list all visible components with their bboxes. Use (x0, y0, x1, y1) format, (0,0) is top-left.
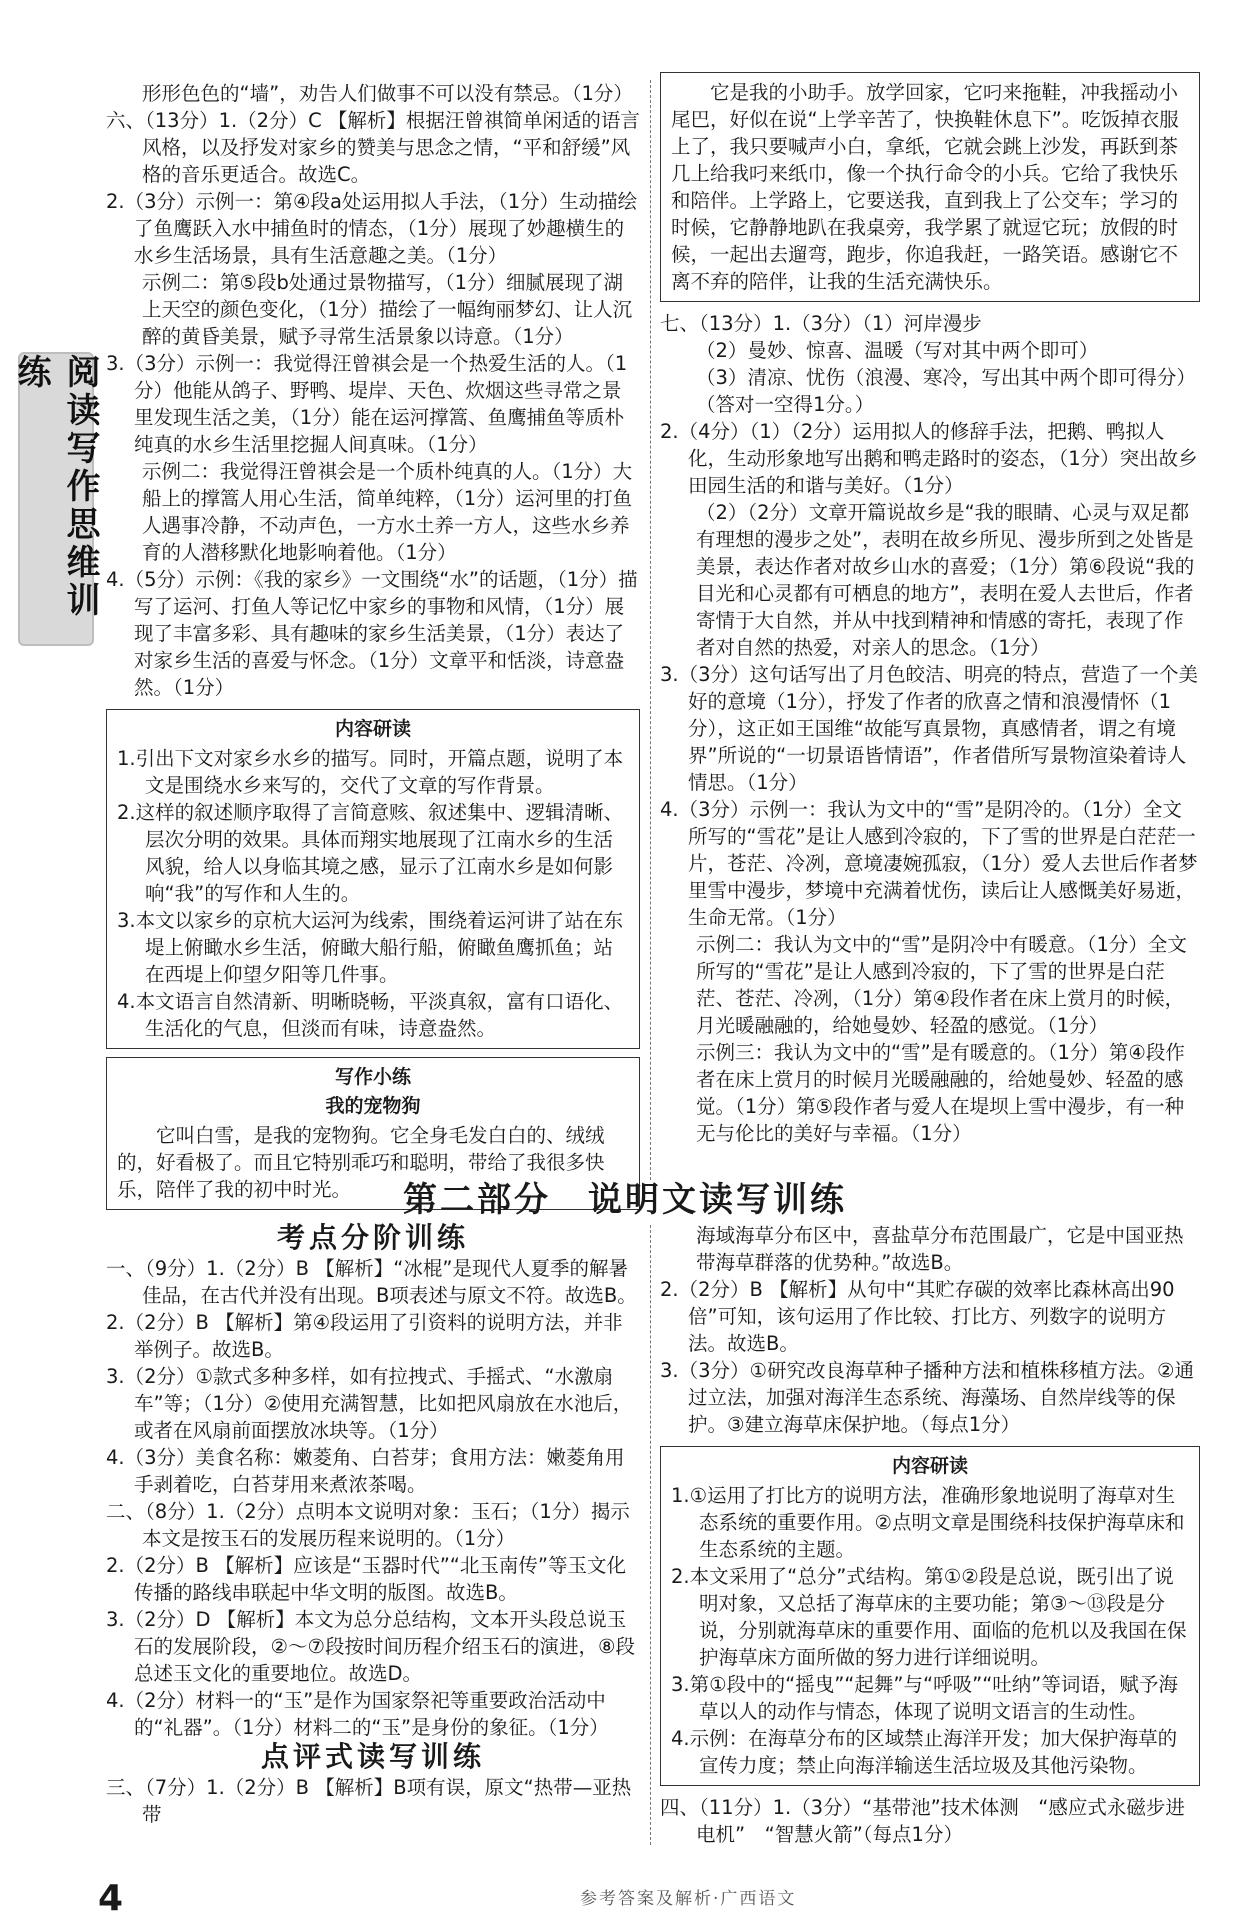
box-item: 3.第①段中的“摇曳”“起舞”与“呼吸”“吐纳”等词语，赋予海草以人的动作与情态，体现了说明文语言的生动性。 (671, 1673, 1178, 1723)
answer-one-3: 3.（2分）①款式多种多样，如有拉拽式、手摇式、“水激扇车”等；（1分）②使用充满智慧，比如把风扇放在水池后，或者在风扇前面摆放冰块等。（1分） (106, 1365, 633, 1442)
answer-six-3b: 示例二：我觉得汪曾祺会是一个质朴纯真的人。（1分）大船上的撑篙人用心生活，简单纯粹，（1分）运河里的打鱼人遇事冷静，不动声色，一方水土养一方人，这些水乡养育的人潜移默化地影响着他。（1分） (142, 460, 633, 564)
answer-two-1: 二、（8分）1.（2分）点明本文说明对象：玉石；（1分）揭示本文是按玉石的发展历程来说明的。（1分） (106, 1500, 630, 1550)
page-footer: 参考答案及解析·广西语文 (580, 1889, 797, 1909)
box-item: 1.①运用了打比方的说明方法，准确形象地说明了海草对生态系统的重要作用。②点明文章是围绕科技保护海草床和生态系统的主题。 (671, 1484, 1185, 1561)
essay-text: 它叫白雪，是我的宠物狗。它全身毛发白白的、绒绒的，好看极了。而且它特别乖巧和聪明，带给了我很多快乐，陪伴了我的初中时光。 (117, 1124, 605, 1201)
content-study-box (106, 709, 640, 1049)
answer-line: 形形色色的“墙”，劝告人们做事不可以没有禁忌。（1分） (142, 82, 633, 105)
answer-six-4: 4.（5分）示例：《我的家乡》一文围绕“水”的话题，（1分）描写了运河、打鱼人等记忆中家乡的事物和风情，（1分）展现了丰富多彩、具有趣味的家乡生活美景，（1分）表达了对家乡生活的喜爱与怀念。（1分）文章平和恬淡，诗意盎然。（1分） (106, 568, 638, 699)
box-title: 内容研读 (334, 718, 411, 740)
answer-one-1: 一、（9分）1.（2分）B 【解析】“冰棍”是现代人夏季的解暑佳品，在古代并没有出现。B项表述与原文不符。故选B。 (106, 1257, 637, 1307)
box-item: 2.本文采用了“总分”式结构。第①②段是总说，既引出了说明对象，又总括了海草床的主要功能；第③～⑬段是分说，分别就海草床的重要作用、面临的危机以及我国在保护海草床方面所做的努力进行详细说明。 (671, 1565, 1187, 1669)
answer-one-2: 2.（2分）B 【解析】第④段运用了引资料的说明方法，并非举例子。故选B。 (106, 1311, 623, 1361)
answer-one-4: 4.（3分）美食名称：嫩菱角、白苔芽；食用方法：嫩菱角用手剥着吃，白苔芽用来煮浓茶喝。 (106, 1446, 625, 1496)
section-side-tab (11, 352, 100, 646)
answer-seven-4: 4.（3分）示例一：我认为文中的“雪”是阴冷的。（1分）全文所写的“雪花”是让人感到冷寂的，下了雪的世界是白茫茫一片，苍茫、冷冽，意境凄婉孤寂，（1分）爱人去世后作者梦里雪中漫步，梦境中充满着忧伤，读后让人感慨美好易逝，生命无常。（1分） (660, 798, 1198, 929)
answer-seven-1c: （3）清凉、忧伤（浪漫、寒冷，写出其中两个即可得分）（答对一空得1分。） (696, 366, 1196, 416)
section-title: 考点分阶训练 (276, 1221, 469, 1254)
answer-two-2: 2.（2分）B 【解析】应该是“玉器时代”“北玉南传”等玉文化传播的路线串联起中华文明的版图。故选B。 (106, 1554, 626, 1604)
answer-six-3: 3.（3分）示例一：我觉得汪曾祺会是一个热爱生活的人。（1分）他能从鸽子、野鸭、堤岸、天色、炊烟这些寻常之景里发现生活之美，（1分）能在运河撑篙、鱼鹰捕鱼等质朴纯真的水乡生活里挖掘人间真味。（1分） (106, 352, 628, 456)
answer-seven-1: 七、（13分）1.（3分）（1）河岸漫步 (660, 312, 982, 335)
answer-seven-2: 2.（4分）（1）（2分）运用拟人的修辞手法，把鹅、鸭拟人化，生动形象地写出鹅和鸭走路时的姿态，（1分）突出故乡田园生活的和谐与美好。（1分） (660, 420, 1198, 497)
content-study-box-2 (660, 1446, 1200, 1786)
side-tab-label: 阅读写作思维训练 (11, 354, 100, 620)
column-divider-bottom (650, 1225, 651, 1845)
right-column (660, 80, 1200, 1147)
box-title: 写作小练 (334, 1066, 411, 1088)
section-title: 点评式读写训练 (260, 1740, 485, 1773)
box-title: 内容研读 (891, 1455, 968, 1477)
box-item: 1.引出下文对家乡水乡的描写。同时，开篇点题，说明了本文是围绕水乡来写的，交代了文章的写作背景。 (117, 747, 624, 797)
part-title: 第二部分 说明文读写训练 (403, 1180, 847, 1220)
bottom-right-column (660, 1222, 1200, 1848)
answer-six-2: 2.（3分）示例一：第④段a处运用拟人手法，（1分）生动描绘了鱼鹰跃入水中捕鱼时的情态，（1分）展现了妙趣横生的水乡生活场景，具有生活意趣之美。（1分） (106, 190, 638, 267)
answer-six-2b: 示例二：第⑤段b处通过景物描写，（1分）细腻展现了湖上天空的颜色变化，（1分）描绘了一幅绚丽梦幻、让人沉醉的黄昏美景，赋予寻常生活景象以诗意。（1分） (142, 271, 633, 348)
answer-seven-1b: （2）曼妙、惊喜、温暖（写对其中两个即可） (696, 339, 1099, 362)
answer-three-1b: 海域海草分布区中，喜盐草分布范围最广，它是中国亚热带海草群落的优势种。”故选B。 (696, 1224, 1184, 1274)
left-column (106, 80, 640, 1218)
answer-three-3: 3.（3分）①研究改良海草种子播种方法和植株移植方法。②通过立法，加强对海洋生态系统、海藻场、自然岸线等的保护。③建立海草床保护地。（每点1分） (660, 1359, 1194, 1436)
answer-two-3: 3.（2分）D 【解析】本文为总分总结构，文本开头段总说玉石的发展阶段，②～⑦段按时间历程介绍玉石的演进，⑧段总述玉文化的重要地位。故选D。 (106, 1608, 635, 1685)
answer-seven-2b: （2）（2分）文章开篇说故乡是“我的眼睛、心灵与双足都有理想的漫步之处”，表明在故乡所见、漫步所到之处皆是美景，表达作者对故乡山水的喜爱；（1分）第⑥段说“我的目光和心灵都有可栖息的地方”，表明在爱人去世后，作者寄情于大自然，并从中找到精神和情感的寄托，表现了作者对自然的热爱，对亲人的思念。（1分） (696, 501, 1195, 659)
essay-title: 我的宠物狗 (325, 1095, 421, 1117)
answer-four-1: 四、（11分）1.（3分）“基带池”技术体测 “感应式永磁步进电机” “智慧火箭”（每点1分） (660, 1796, 1185, 1846)
box-item: 3.本文以家乡的京杭大运河为线索，围绕着运河讲了站在东堤上俯瞰水乡生活，俯瞰大船行船，俯瞰鱼鹰抓鱼；站在西堤上仰望夕阳等几件事。 (117, 909, 624, 986)
essay-continuation: 它是我的小助手。放学回家，它叼来拖鞋，冲我摇动小尾巴，好似在说“上学辛苦了，快换鞋休息下”。吃饭掉衣服上了，我只要喊声小白，拿纸，它就会跳上沙发，再跃到茶几上给我叼来纸巾，像一个执行命令的小兵。它给了我快乐和陪伴。上学路上，它要送我，直到我上了公交车；学习的时候，它静静地趴在我桌旁，我学累了就逗它玩；放假的时候，一起出去遛弯，跑步，你追我赶，一路笑语。感谢它不离不弃的陪伴，让我的生活充满快乐。 (671, 81, 1179, 293)
column-divider-top (650, 80, 651, 1180)
answer-three-2: 2.（2分）B 【解析】从句中“其贮存碳的效率比森林高出90倍”可知，该句运用了作比较、打比方、列数字的说明方法。故选B。 (660, 1278, 1175, 1355)
answer-seven-4c: 示例三：我认为文中的“雪”是有暖意的。（1分）第④段作者在床上赏月的时候月光暖融融的，给她曼妙、轻盈的感觉。（1分）第⑤段作者与爱人在堤坝上雪中漫步，有一种无与伦比的美好与幸福。（1分） (696, 1041, 1185, 1145)
answer-two-4: 4.（2分）材料一的“玉”是作为国家祭祀等重要政治活动中的“礼器”。（1分）材料二的“玉”是身份的象征。（1分） (106, 1689, 609, 1739)
box-item: 4.本文语言自然清新、明晰晓畅，平淡真叙，富有口语化、生活化的气息，但淡而有味，诗意盎然。 (117, 990, 624, 1040)
answer-seven-3: 3.（3分）这句话写出了月色皎洁、明亮的特点，营造了一个美好的意境（1分），抒发了作者的欣喜之情和浪漫情怀（1分），这正如王国维“故能写真景物，真感情者，谓之有境界”所说的“一切景语皆情语”，作者借所写景物渲染着诗人情思。（1分） (660, 663, 1199, 794)
bottom-left-column (106, 1222, 640, 1828)
answer-six-1: 六、（13分）1.（2分）C 【解析】根据汪曾祺简单闲适的语言风格，以及抒发对家乡的赞美与思念之情，“平和舒缓”风格的音乐更适合。故选C。 (106, 109, 640, 186)
box-item: 2.这样的叙述顺序取得了言简意赅、叙述集中、逻辑清晰、层次分明的效果。具体而翔实地展现了江南水乡的生活风貌，给人以身临其境之感，显示了江南水乡是如何影响“我”的写作和人生的。 (117, 801, 624, 905)
essay-continuation-box (660, 72, 1200, 302)
page-number: 4 (98, 1878, 124, 1919)
answer-seven-4b: 示例二：我认为文中的“雪”是阴冷中有暖意。（1分）全文所写的“雪花”是让人感到冷寂的，下了雪的世界是白茫茫、苍茫、冷冽，（1分）第④段作者在床上赏月的时候，月光暖融融的，给她曼妙、轻盈的感觉。（1分） (696, 933, 1187, 1037)
answer-three-1: 三、（7分）1.（2分）B 【解析】B项有误，原文“热带—亚热带 (106, 1776, 632, 1826)
box-item: 4.示例：在海草分布的区域禁止海洋开发；加大保护海草的宣传力度；禁止向海洋输送生活垃圾及其他污染物。 (671, 1727, 1178, 1777)
